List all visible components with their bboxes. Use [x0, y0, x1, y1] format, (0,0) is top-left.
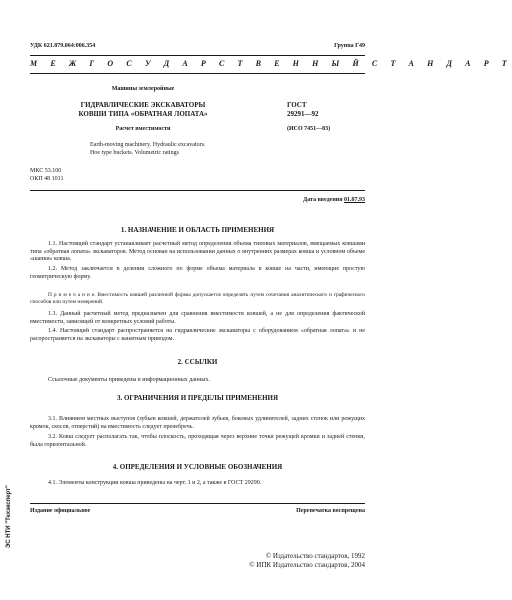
section-1-paragraph-3: 1.3. Данный расчетный метод предназначен для сравнения вместимости ковшей, а не для определения фактической вместимости, зависящей от конкретных условий работы.	[30, 311, 365, 325]
copyright-line-1: © Издательство стандартов, 1992	[265, 552, 365, 560]
mks-code: МКС 53.100	[30, 168, 62, 174]
iso-reference: (ИСО 7451—83)	[287, 126, 331, 132]
gost-label: ГОСТ	[287, 101, 307, 109]
udk-code: УДК 621.879.064:006.354	[30, 43, 96, 49]
standard-banner: М Е Ж Г О С У Д А Р С Т В Е Н Н Ы Й С Т А Н Д А Р Т	[30, 59, 512, 68]
section-3-paragraph-1: 3.1. Влиянием местных выступов (зубьев ковшей, держателей зубьев, боковых удлинителей, задних стенок или режущих кромок, скосов, отверстий) на вместимость следует пренебречь.	[30, 416, 365, 430]
english-title-line-1: Earth-moving machinery. Hydraulic excavators.	[90, 142, 206, 148]
reprint-prohibited-label: Перепечатка воспрещена	[296, 508, 365, 514]
title-line-2: КОВШИ ТИПА «ОБРАТНАЯ ЛОПАТА»	[78, 110, 208, 118]
section-2-paragraph-1: Ссылочные документы приведены в информационных данных.	[48, 377, 210, 383]
section-1-paragraph-1: 1.1. Настоящий стандарт устанавливает расчетный метод определения объема типовых материалов, вмещаемых ковшами типа «обратная лопата» экскаваторов. Метод основан на использовании данных о внутренних размерах ковша и условном объеме «шапки» ковша.	[30, 241, 365, 262]
english-title-line-2: Hoe type buckets. Volumetric ratings	[90, 150, 179, 156]
note-text: Вместимость ковшей различной формы допускается определять путем сочетания аналитического и графического способов или путем измерений.	[30, 292, 365, 305]
gost-number: 29291—92	[287, 110, 319, 118]
group-code: Группа Г49	[334, 43, 365, 49]
side-stamp: ЭС НТИ "Техэксперт"	[6, 485, 12, 548]
section-1-paragraph-2: 1.2. Метод заключается в делении сложного по форме объема материала в ковше на части, имеющие простую геометрическую форму.	[30, 266, 365, 280]
section-1-note	[30, 292, 365, 306]
intro-rule	[30, 190, 365, 191]
note-label: П р и м е ч а н и е.	[48, 292, 96, 298]
top-rule	[30, 55, 365, 56]
copyright-line-2: © ИПК Издательство стандартов, 2004	[249, 561, 365, 569]
section-1-paragraph-4: 1.4. Настоящий стандарт распространяется на гидравлические экскаваторы с оборудованием «обратная лопата» и не распространяется на экскаваторы с канатным приводом.	[30, 328, 365, 342]
okp-code: ОКП 48 1011	[30, 176, 64, 182]
footer-rule	[30, 503, 365, 504]
section-4-paragraph-1: 4.1. Элементы конструкции ковша приведены на черт. 1 и 2, а также в ГОСТ 29290.	[48, 480, 262, 486]
intro-date-value: 01.07.93	[344, 197, 365, 203]
section-2-title: 2. ССЫЛКИ	[177, 358, 218, 366]
intro-date-label: Дата введения	[303, 197, 343, 203]
subtitle: Расчет вместимости	[115, 126, 171, 132]
category-label: Машины землеройные	[111, 86, 175, 92]
title-line-1: ГИДРАВЛИЧЕСКИЕ ЭКСКАВАТОРЫ	[80, 101, 206, 109]
section-1-title: 1. НАЗНАЧЕНИЕ И ОБЛАСТЬ ПРИМЕНЕНИЯ	[120, 226, 275, 234]
intro-date	[200, 197, 365, 205]
section-4-title: 4. ОПРЕДЕЛЕНИЯ И УСЛОВНЫЕ ОБОЗНАЧЕНИЯ	[112, 463, 283, 471]
official-edition-label: Издание официальное	[30, 508, 91, 514]
section-3-title: 3. ОГРАНИЧЕНИЯ И ПРЕДЕЛЫ ПРИМЕНЕНИЯ	[116, 394, 279, 402]
banner-rule	[30, 73, 365, 74]
section-3-paragraph-2: 3.2. Ковш следует располагать так, чтобы плоскость, проходящая через верхние точки режущей кромки и задней стенки, была горизонтальной.	[30, 434, 365, 448]
